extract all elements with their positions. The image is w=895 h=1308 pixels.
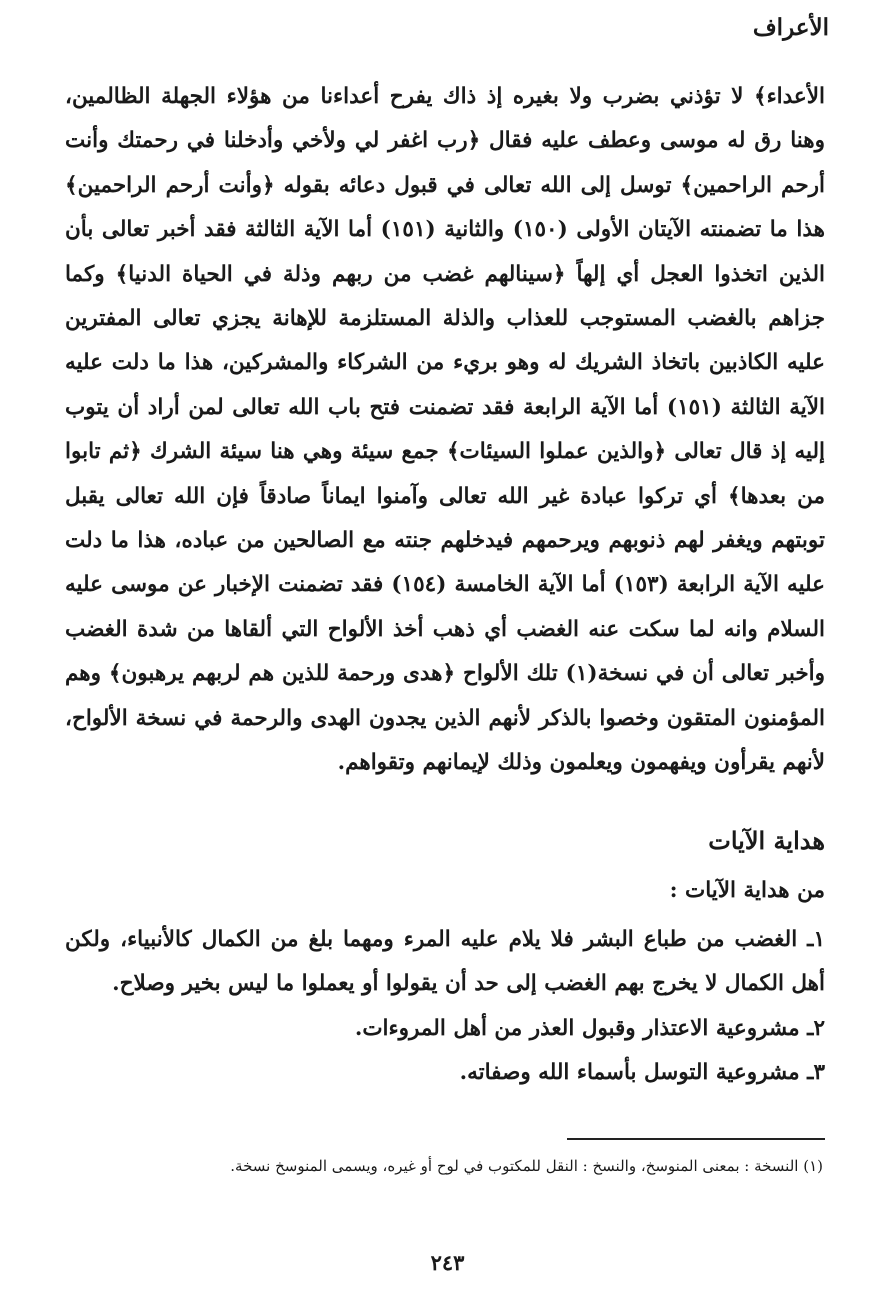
section-subheading: من هداية الآيات :: [669, 878, 825, 903]
footnote: (١) النسخة : بمعنى المنوسخ، والنسخ : النقل للمكتوب في لوح أو غيره، ويسمى المنوسخ نسخة.: [230, 1157, 823, 1175]
lessons-list: [65, 918, 825, 1096]
running-head: الأعراف: [752, 14, 829, 41]
lesson-item: ٣ـ مشروعية التوسل بأسماء الله وصفاته.: [459, 1060, 825, 1086]
body-paragraph: الأعداء﴾ لا تؤذني بضرب ولا بغيره إذ ذاك يفرح أعداءنا من هؤلاء الجهلة الظالمين، وهنا رق له موسى وعطف عليه فقال ﴿رب اغفر لي ولأخي وأدخلنا في رحمتك وأنت أرحم الراحمين﴾ توسل إلى الله تعالى في قبول دعائه بقوله ﴿وأنت أرحم الراحمين﴾ هذا ما تضمنته الآيتان الأولى (١٥٠) والثانية (١٥١) أما الآية الثالثة فقد أخبر تعالى بأن الذين اتخذوا العجل أي إلهاً ﴿سينالهم غضب من ربهم وذلة في الحياة الدنيا﴾ وكما جزاهم بالغضب المستوجب للعذاب والذلة المستلزمة للإهانة يجزي تعالى المفترين عليه الكاذبين باتخاذ الشريك له وهو بريء من الشركاء والمشركين، هذا ما دلت عليه الآية الثالثة (١٥١) أما الآية الرابعة فقد تضمنت فتح باب الله تعالى لمن أراد أن يتوب إليه إذ قال تعالى ﴿والذين عملوا السيئات﴾ جمع سيئة وهي هنا سيئة الشرك ﴿ثم تابوا من بعدها﴾ أي تركوا عبادة غير الله تعالى وآمنوا ايماناً صادقاً فإن الله تعالى يقبل توبتهم ويغفر لهم ذنوبهم ويرحمهم فيدخلهم جنته مع الصالحين من عباده، هذا ما دلت عليه الآية الرابعة (١٥٣) أما الآية الخامسة (١٥٤) فقد تضمنت الإخبار عن موسى عليه السلام وانه لما سكت عنه الغضب أي ذهب أخذ الألواح التي ألقاها من شدة الغضب وأخبر تعالى أن في نسخة(١) تلك الألواح ﴿هدى ورحمة للذين هم لربهم يرهبون﴾ وهم المؤمنون المتقون وخصوا بالذكر لأنهم الذين يجدون الهدى والرحمة في نسخة الألواح، لأنهم يقرأون ويفهمون ويعلمون وذلك لإيمانهم وتقواهم.: [65, 84, 826, 776]
footnote-divider: [567, 1138, 825, 1140]
lesson-item: ٢ـ مشروعية الاعتذار وقبول العذر من أهل المروءات.: [354, 1015, 825, 1041]
lesson-item: ١ـ الغضب من طباع البشر فلا يلام عليه المرء ومهما بلغ من الكمال كالأنبياء، ولكن أهل الكمال لا يخرج بهم الغضب إلى حد أن يقولوا أو يعملوا ما ليس بخير وصلاح.: [65, 927, 825, 997]
page-number: ٢٤٣: [430, 1250, 465, 1275]
section-heading: هداية الآيات: [708, 826, 825, 855]
